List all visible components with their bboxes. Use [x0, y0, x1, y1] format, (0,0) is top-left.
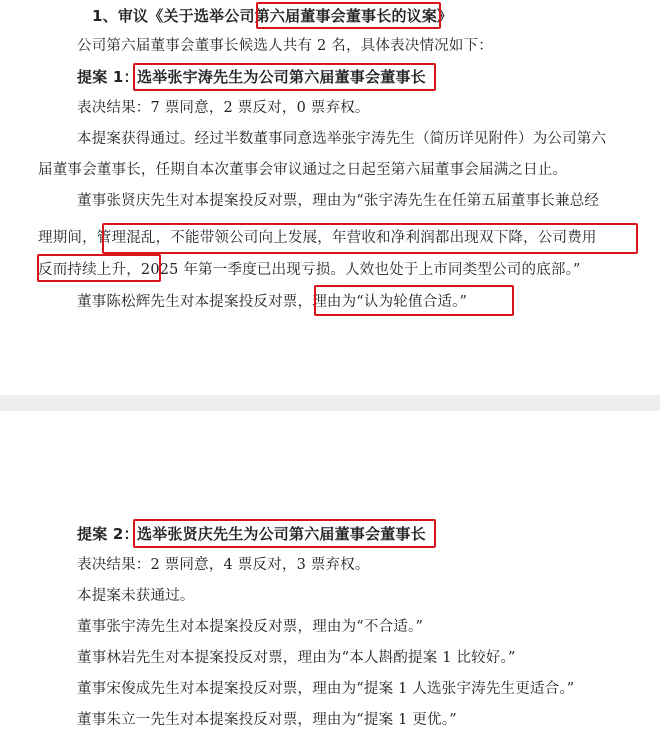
proposal-1-title: 选举张宇涛先生为公司第六届董事会董事长 — [137, 68, 426, 86]
vote-result-2: 表决结果：2 票同意，4 票反对，3 票弃权。 — [77, 557, 370, 573]
vote-result-1: 表决结果：7 票同意，2 票反对，0 票弃权。 — [77, 100, 370, 116]
objection-2-line: 董事陈松辉先生对本提案投反对票，理由为“认为轮值合适。” — [77, 294, 468, 310]
page-separator — [0, 395, 660, 411]
item-heading: 1、审议《关于选举公司第六届董事会董事长的议案》 — [92, 7, 453, 25]
objection-d: 董事朱立一先生对本提案投反对票，理由为“提案 1 更优。” — [77, 712, 457, 728]
objection-c: 董事宋俊成先生对本提案投反对票，理由为“提案 1 人选张宇涛先生更适合。” — [77, 681, 575, 697]
document-page-2 — [0, 411, 660, 734]
passed-line-1: 本提案获得通过。经过半数董事同意选举张宇涛先生（简历详见附件）为公司第六 — [77, 131, 607, 147]
proposal-1-label: 提案 1： — [77, 68, 139, 86]
proposal-2-title: 选举张贤庆先生为公司第六届董事会董事长 — [137, 525, 426, 543]
highlight-box-heading — [256, 2, 441, 29]
proposal-2-label: 提案 2： — [77, 525, 139, 543]
candidates-line: 公司第六届董事会董事长候选人共有 2 名，具体表决情况如下： — [77, 38, 493, 54]
objection-1-line-1: 董事张贤庆先生对本提案投反对票，理由为“张宇涛先生在任第五届董事长兼总经 — [77, 193, 600, 209]
highlight-box-objection-1a — [102, 223, 638, 254]
objection-a: 董事张宇涛先生对本提案投反对票，理由为“不合适。” — [77, 619, 424, 635]
passed-line-2: 届董事会董事长，任期自本次董事会审议通过之日起至第六届董事会届满之日止。 — [38, 162, 568, 178]
highlight-box-proposal-1 — [133, 63, 436, 91]
failed-line: 本提案未获通过。 — [77, 588, 195, 604]
highlight-box-proposal-2 — [133, 519, 436, 548]
highlight-box-objection-1b — [37, 254, 161, 282]
objection-1-line-2: 理期间，管理混乱，不能带领公司向上发展，年营收和净利润都出现双下降，公司费用 — [38, 230, 597, 246]
highlight-box-objection-2 — [314, 285, 514, 316]
objection-b: 董事林岩先生对本提案投反对票，理由为“本人斟酌提案 1 比较好。” — [77, 650, 516, 666]
objection-1-line-3: 反而持续上升，2025 年第一季度已出现亏损。人效也处于上市同类型公司的底部。” — [38, 262, 581, 278]
